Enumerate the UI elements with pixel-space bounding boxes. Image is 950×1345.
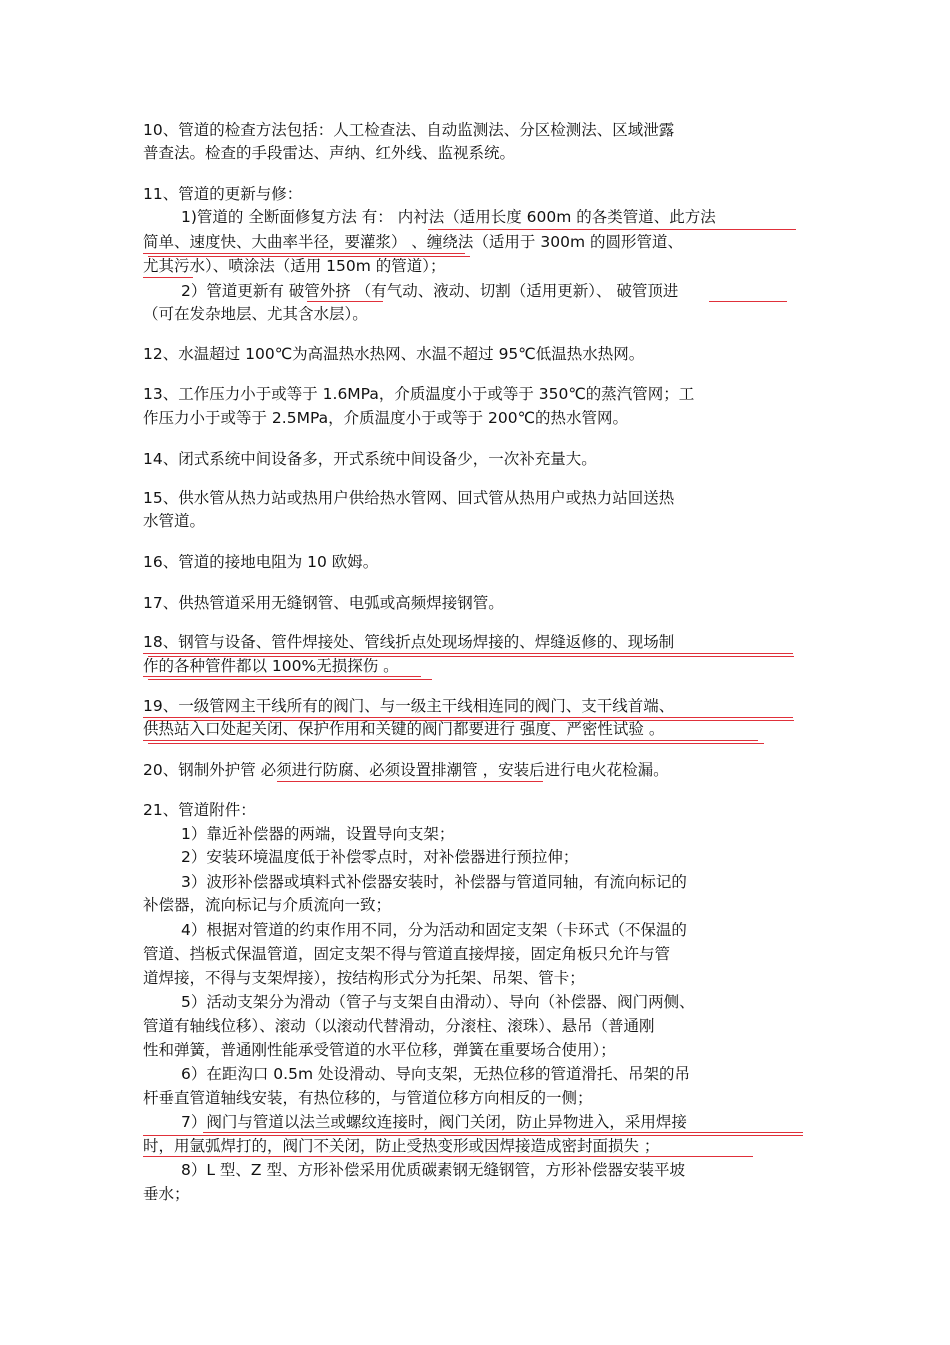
item-17-line-1: 17、供热管道采用无缝钢管、电弧或高频焊接钢管。 bbox=[143, 594, 504, 612]
item-16-line-1: 16、管道的接地电阻为 10 欧姆。 bbox=[143, 553, 379, 571]
item-21-sub2: 2）安装环境温度低于补偿零点时，对补偿器进行预拉伸； bbox=[181, 848, 579, 866]
red-underline bbox=[203, 1132, 803, 1133]
item-15-line-1: 15、供水管从热力站或热用户供给热水管网、回式管从热用户或热力站回送热 bbox=[143, 489, 675, 507]
item-21-sub8-line-2: 垂水； bbox=[143, 1185, 190, 1203]
red-underline bbox=[307, 301, 383, 302]
red-underline bbox=[709, 301, 787, 302]
item-20-line-1: 20、钢制外护管 必须进行防腐、必须设置排潮管 ，安装后进行电火花检漏。 bbox=[143, 761, 669, 779]
item-21-sub5-line-2: 管道有轴线位移）、滚动（以滚动代替滑动，分滚柱、滚珠）、悬吊（普通刚 bbox=[143, 1017, 655, 1035]
item-12-line-1: 12、水温超过 100℃为高温热水热网、水温不超过 95℃低温热水热网。 bbox=[143, 345, 645, 363]
item-11-sub1-line-2: 简单、速度快、大曲率半径，要灌浆） 、缠绕法（适用于 300m 的圆形管道、 bbox=[143, 233, 683, 251]
item-21-sub4-line-1: 4）根据对管道的约束作用不同，分为活动和固定支架（卡环式（不保温的 bbox=[181, 921, 687, 939]
item-10-line-1: 10、管道的检查方法包括：人工检查法、自动监测法、分区检测法、区域泄露 bbox=[143, 121, 675, 139]
item-21-sub3-line-2: 补偿器，流向标记与介质流向一致； bbox=[143, 896, 392, 914]
item-14-line-1: 14、闭式系统中间设备多，开式系统中间设备少，一次补充量大。 bbox=[143, 450, 597, 468]
item-11-heading: 11、管道的更新与修： bbox=[143, 185, 303, 203]
item-21-heading: 21、管道附件： bbox=[143, 801, 256, 819]
red-underline bbox=[428, 229, 796, 230]
item-13-line-1: 13、工作压力小于或等于 1.6MPa，介质温度小于或等于 350℃的蒸汽管网；工 bbox=[143, 385, 695, 403]
item-11-sub1-line-3: 尤其污水）、喷涂法（适用 150m 的管道）； bbox=[143, 257, 446, 275]
item-11-sub1-line-1: 1)管道的 全断面修复方法 有： 内衬法（适用长度 600m 的各类管道、此方法 bbox=[181, 208, 716, 226]
item-21-sub5-line-3: 性和弹簧，普通刚性能承受管道的水平位移，弹簧在重要场合使用）； bbox=[143, 1041, 616, 1059]
item-21-sub6-line-1: 6）在距沟口 0.5m 处设滑动、导向支架，无热位移的管道滑托、吊架的吊 bbox=[181, 1065, 690, 1083]
item-21-sub6-line-2: 杆垂直管道轴线安装，有热位移的，与管道位移方向相反的一侧； bbox=[143, 1089, 593, 1107]
red-underline bbox=[143, 1156, 753, 1157]
red-underline bbox=[143, 253, 465, 254]
item-21-sub4-line-3: 道焊接，不得与支架焊接），按结构形式分为托架、吊架、管卡； bbox=[143, 969, 585, 987]
item-15-line-2: 水管道。 bbox=[143, 512, 206, 530]
item-18-line-2: 作的各种管件都以 100%无损探伤 。 bbox=[143, 657, 399, 675]
item-21-sub7-line-2: 时，用氩弧焊打的，阀门不关闭，防止受热变形或因焊接造成密封面损失 ； bbox=[143, 1137, 660, 1155]
red-underline bbox=[143, 277, 193, 278]
item-21-sub1: 1）靠近补偿器的两端，设置导向支架； bbox=[181, 825, 455, 843]
item-21-sub3-line-1: 3）波形补偿器或填料式补偿器安装时，补偿器与管道同轴，有流向标记的 bbox=[181, 873, 687, 891]
red-underline bbox=[148, 743, 764, 744]
red-underline bbox=[143, 676, 421, 677]
item-11-sub2-line-1: 2）管道更新有 破管外挤 （有气动、液动、切割（适用更新）、 破管顶进 bbox=[181, 282, 679, 300]
item-18-line-1: 18、钢管与设备、管件焊接处、管线折点处现场焊接的、焊缝返修的、现场制 bbox=[143, 633, 675, 651]
item-21-sub7-line-1: 7）阀门与管道以法兰或螺纹连接时，阀门关闭，防止异物进入，采用焊接 bbox=[181, 1113, 687, 1131]
red-underline bbox=[143, 740, 758, 741]
red-underline bbox=[277, 781, 543, 782]
red-underline bbox=[148, 679, 432, 680]
item-21-sub8-line-1: 8）L 型、Z 型、方形补偿采用优质碳素钢无缝钢管，方形补偿器安装平坡 bbox=[181, 1161, 685, 1179]
red-underline bbox=[143, 653, 793, 654]
item-10-line-2: 普查法。检查的手段雷达、声纳、红外线、监视系统。 bbox=[143, 144, 516, 162]
item-19-line-2: 供热站入口处起关闭、保护作用和关键的阀门都要进行 强度、严密性试验 。 bbox=[143, 720, 665, 738]
item-21-sub4-line-2: 管道、挡板式保温管道，固定支架不得与管道直接焊接，固定角板只允许与管 bbox=[143, 945, 671, 963]
item-11-sub2-line-2: （可在发杂地层、尤其含水层）。 bbox=[143, 305, 368, 323]
item-21-sub5-line-1: 5）活动支架分为滑动（管子与支架自由滑动）、导向（补偿器、阀门两侧、 bbox=[181, 993, 695, 1011]
item-13-line-2: 作压力小于或等于 2.5MPa，介质温度小于或等于 200℃的热水管网。 bbox=[143, 409, 629, 427]
item-19-line-1: 19、一级管网主干线所有的阀门、与一级主干线相连同的阀门、支干线首端、 bbox=[143, 697, 675, 715]
